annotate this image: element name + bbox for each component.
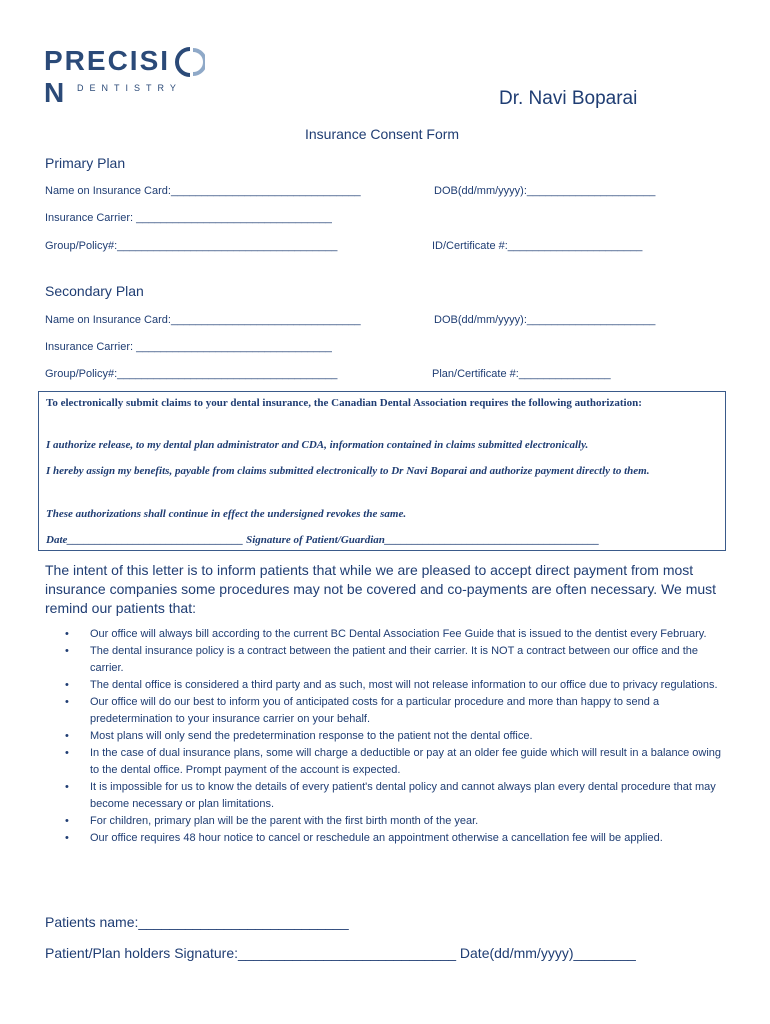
primary-plan-heading: Primary Plan [45,155,126,171]
list-item: • In the case of dual insurance plans, some will charge a deductible or pay at an older fee guide which will result in a balance owing to the dental office. Prompt payment of the account is expected. [65,747,722,776]
secondary-dob-field[interactable]: DOB(dd/mm/yyyy):_____________________ [434,314,656,326]
list-item: • Most plans will only send the predetermination response to the patient not the dental office. [65,730,533,742]
patient-signature-date-field[interactable]: Patient/Plan holders Signature:____________________________ Date(dd/mm/yyyy)________ [45,945,636,961]
list-item: • For children, primary plan will be the parent with the first birth month of the year. [65,815,479,827]
list-item: • The dental office is considered a third party and as such, most will not release information to our office due to privacy regulations. [65,679,718,691]
policy-bullet-list [45,626,725,847]
logo-o-mark-icon [175,47,205,77]
consent-assign: I hereby assign my benefits, payable from claims submitted electronically to Dr Navi Boparai and authorize payment directly to them. [46,465,650,477]
consent-date-signature[interactable]: Date________________________________ Signature of Patient/Guardian_______________________________________ [46,534,600,546]
list-item: • Our office requires 48 hour notice to cancel or reschedule an appointment otherwise a cancellation fee will be applied. [65,832,663,844]
list-item: • Our office will always bill according to the current BC Dental Association Fee Guide that is issued to the dentist every February. [65,628,707,640]
primary-dob-field[interactable]: DOB(dd/mm/yyyy):_____________________ [434,185,656,197]
secondary-plan-heading: Secondary Plan [45,283,144,299]
secondary-plan-field[interactable]: Plan/Certificate #:_______________ [432,368,611,380]
consent-continue: These authorizations shall continue in effect the undersigned revokes the same. [46,508,407,520]
primary-name-field[interactable]: Name on Insurance Card:_______________________________ [45,185,361,197]
intent-paragraph: The intent of this letter is to inform patients that while we are pleased to accept direct payment from most insurance companies some procedures may not be covered and co-payments are often necessary. We must remind our patients that: [45,562,717,616]
list-item: • Our office will do our best to inform you of anticipated costs for a particular procedure and more than happy to send a predetermination to your insurance carrier on your behalf. [65,696,660,725]
secondary-name-field[interactable]: Name on Insurance Card:_______________________________ [45,314,361,326]
doctor-name: Dr. Navi Boparai [499,88,638,109]
consent-authorize: I authorize release, to my dental plan administrator and CDA, information contained in claims submitted electronically. [46,439,589,451]
primary-id-field[interactable]: ID/Certificate #:______________________ [432,240,643,252]
precision-dentistry-logo [44,45,214,108]
primary-group-field[interactable]: Group/Policy#:____________________________________ [45,240,338,252]
logo-subtitle: DENTISTRY [77,83,182,93]
consent-intro: To electronically submit claims to your dental insurance, the Canadian Dental Association requires the following authorization: [46,397,642,409]
logo-wordmark: PRECISIN [44,45,171,108]
patient-name-field[interactable]: Patients name:___________________________ [45,914,349,930]
form-title: Insurance Consent Form [305,126,460,142]
list-item: • It is impossible for us to know the details of every patient's dental policy and cannot always plan every dental procedure that may become necessary or plan limitations. [65,781,716,810]
primary-carrier-field[interactable]: Insurance Carrier: ________________________________ [45,212,332,224]
secondary-group-field[interactable]: Group/Policy#:____________________________________ [45,368,338,380]
list-item: • The dental insurance policy is a contract between the patient and their carrier. It is NOT a contract between our office and the carrier. [65,645,698,674]
consent-authorization-box [38,391,726,551]
secondary-carrier-field[interactable]: Insurance Carrier: ________________________________ [45,341,332,353]
